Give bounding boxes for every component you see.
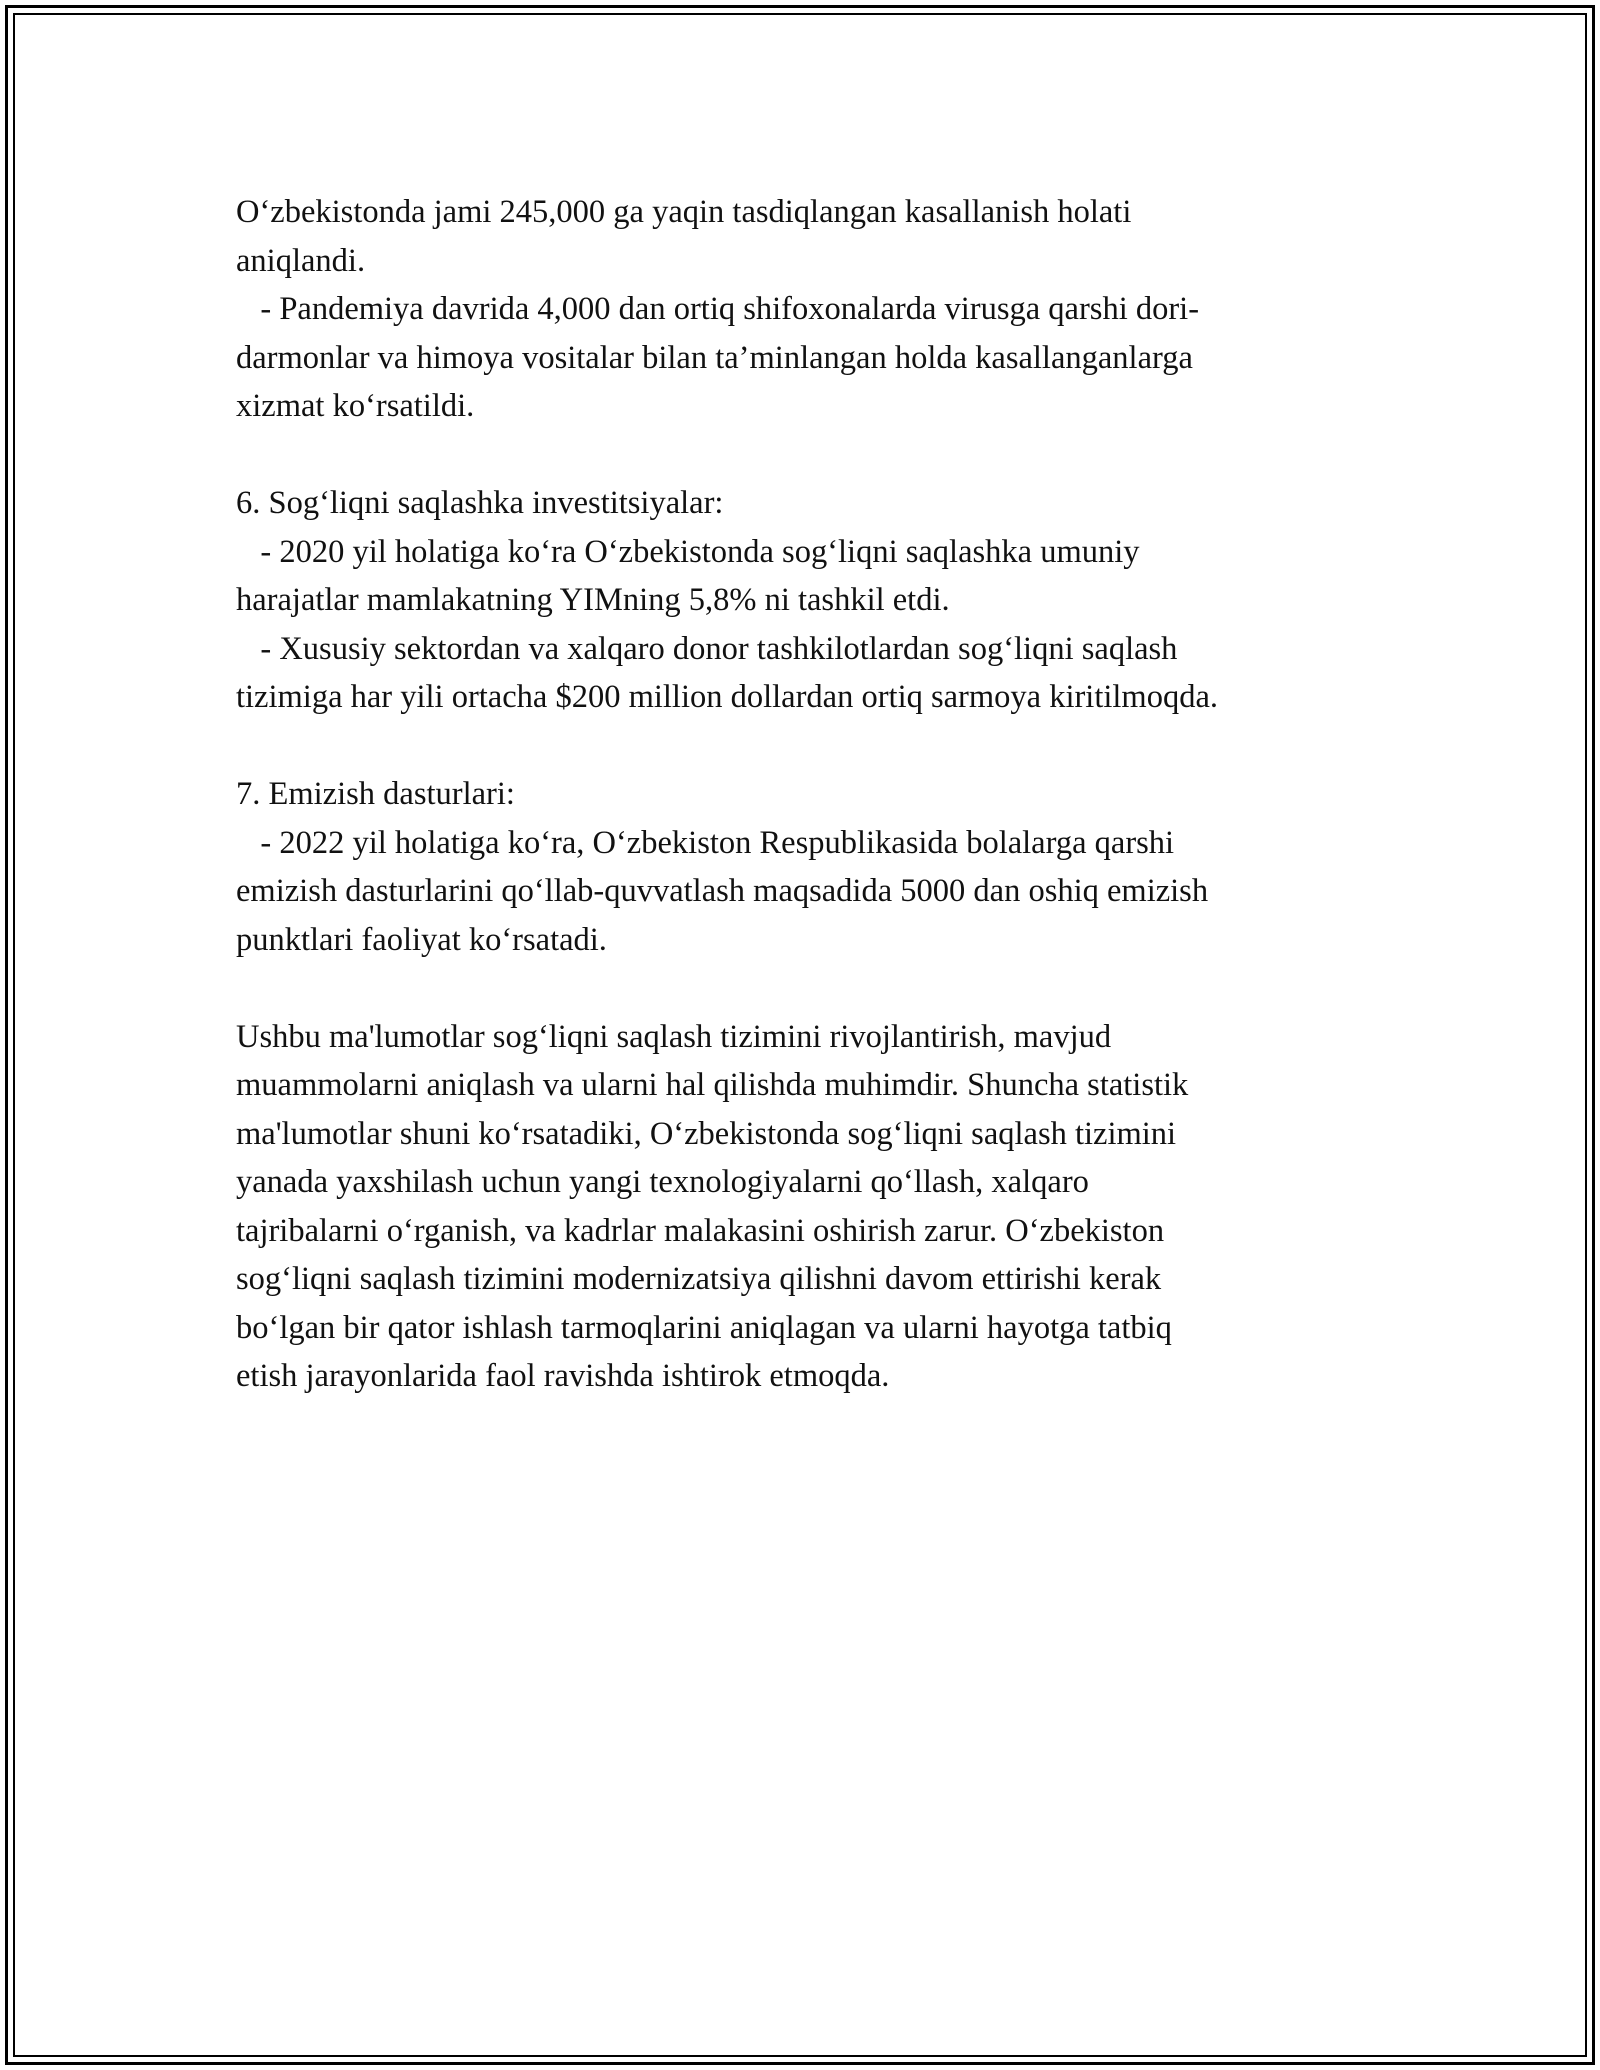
text-line: - Pandemiya davrida 4,000 dan ortiq shifoxonalarda virusga qarshi dori- [236,291,1200,327]
text-line: - Xususiy sektordan va xalqaro donor tashkilotlardan sog‘liqni saqlash [236,630,1178,667]
section-heading: 7. Emizish dasturlari: [236,776,515,812]
paragraph-gap [236,964,1396,1013]
section-heading: 6. Sog‘liqni saqlashka investitsiyalar: [236,485,724,521]
document-body [236,188,1396,1401]
text-line: O‘zbekistonda jami 245,000 ga yaqin tasdiqlangan kasallanish holati [236,194,1132,230]
paragraph-gap [236,431,1396,480]
text-line: ma'lumotlar shuni ko‘rsatadiki, O‘zbekistonda sog‘liqni saqlash tizimini [236,1115,1177,1152]
text-line: aniqlandi. [236,242,366,279]
text-line: harajatlar mamlakatning YIMning 5,8% ni tashkil etdi. [236,582,950,618]
text-line: - 2022 yil holatiga ko‘ra, O‘zbekiston Respublikasida bolalarga qarshi [236,824,1175,861]
text-line: yanada yaxshilash uchun yangi texnologiyalarni qo‘llash, xalqaro [236,1164,1089,1200]
paragraph-gap [236,722,1396,771]
text-line: tizimiga har yili ortacha $200 million dollardan ortiq sarmoya kiritilmoqda. [236,679,1218,715]
text-line: bo‘lgan bir qator ishlash tarmoqlarini aniqlagan va ularni hayotga tatbiq [236,1309,1172,1346]
text-line: darmonlar va himoya vositalar bilan ta’minlangan holda kasallanganlarga [236,339,1193,376]
text-line: - 2020 yil holatiga ko‘ra O‘zbekistonda sog‘liqni saqlashka umuniy [236,533,1140,570]
text-line: punktlari faoliyat ko‘rsatadi. [236,921,607,958]
text-line: Ushbu ma'lumotlar sog‘liqni saqlash tizimini rivojlantirish, mavjud [236,1018,1112,1055]
text-line: sog‘liqni saqlash tizimini modernizatsiya qilishni davom ettirishi kerak [236,1261,1162,1297]
text-line: xizmat ko‘rsatildi. [236,388,475,424]
text-line: etish jarayonlarida faol ravishda ishtirok etmoqda. [236,1358,890,1394]
text-line: tajribalarni o‘rganish, va kadrlar malakasini oshirish zarur. O‘zbekiston [236,1212,1165,1249]
text-line: emizish dasturlarini qo‘llab-quvvatlash maqsadida 5000 dan oshiq emizish [236,873,1209,909]
text-line: muammolarni aniqlash va ularni hal qilishda muhimdir. Shuncha statistik [236,1067,1189,1103]
